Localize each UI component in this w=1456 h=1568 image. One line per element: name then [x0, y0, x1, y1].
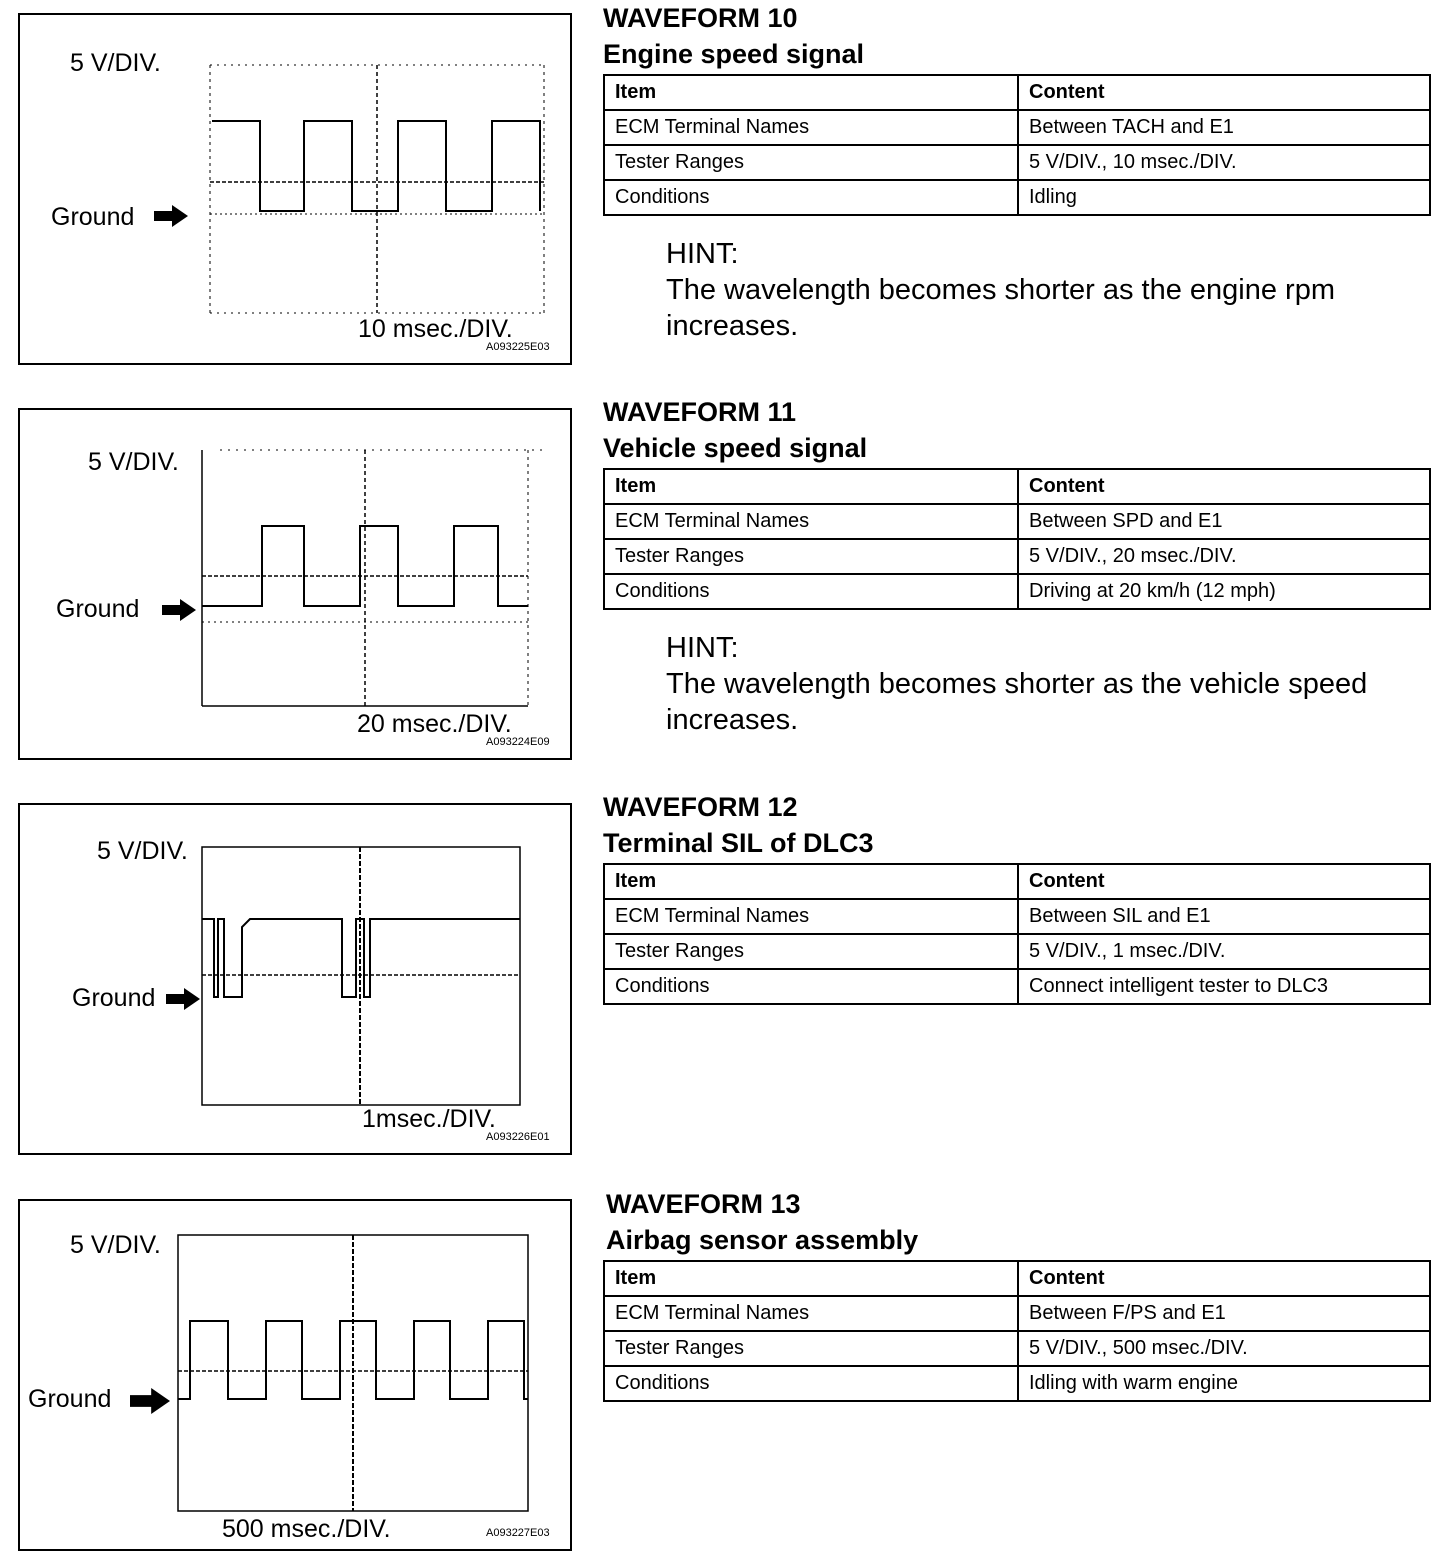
waveform-heading: WAVEFORM 11 [603, 397, 797, 427]
ground-label: Ground [56, 595, 140, 623]
volts-per-div-label: 5 V/DIV. [97, 837, 188, 865]
spec-table [603, 468, 1431, 610]
table-row [604, 110, 1430, 145]
waveform-heading: WAVEFORM 12 [603, 792, 798, 822]
table-row [604, 934, 1430, 969]
waveform-12-info [603, 789, 1431, 1005]
figure-code: A093225E03 [486, 341, 550, 353]
table-row [604, 504, 1430, 539]
row-item: Tester Ranges [604, 539, 1018, 574]
row-content: Between F/PS and E1 [1018, 1296, 1430, 1331]
row-content: 5 V/DIV., 1 msec./DIV. [1018, 934, 1430, 969]
waveform-10-trace [212, 121, 540, 211]
waveform-10-info [603, 0, 1431, 344]
col-item-header: Item [604, 75, 1018, 110]
row-item: Conditions [604, 1366, 1018, 1401]
time-per-div-label: 1msec./DIV. [362, 1105, 496, 1133]
waveform-12-trace [202, 919, 520, 997]
right-arrow-icon [130, 1388, 170, 1414]
spec-table [603, 74, 1431, 216]
waveform-13-figure [18, 1199, 572, 1551]
table-row [604, 539, 1430, 574]
row-content: Between TACH and E1 [1018, 110, 1430, 145]
col-content-header: Content [1018, 75, 1430, 110]
col-item-header: Item [604, 469, 1018, 504]
time-per-div-label: 500 msec./DIV. [222, 1515, 391, 1543]
col-item-header: Item [604, 1261, 1018, 1296]
ground-label: Ground [28, 1385, 112, 1413]
row-content: 5 V/DIV., 500 msec./DIV. [1018, 1331, 1430, 1366]
table-header-row [604, 1261, 1430, 1296]
table-row [604, 574, 1430, 609]
hint [666, 630, 1431, 738]
ground-label: Ground [51, 203, 135, 231]
waveform-subtitle: Airbag sensor assembly [606, 1225, 919, 1255]
waveform-subtitle: Terminal SIL of DLC3 [603, 828, 874, 858]
col-content-header: Content [1018, 1261, 1430, 1296]
spec-table [603, 863, 1431, 1005]
waveform-heading: WAVEFORM 13 [606, 1189, 801, 1219]
row-content: Between SIL and E1 [1018, 899, 1430, 934]
hint [666, 236, 1431, 344]
row-content: 5 V/DIV., 10 msec./DIV. [1018, 145, 1430, 180]
table-header-row [604, 864, 1430, 899]
row-content: Idling [1018, 180, 1430, 215]
row-item: ECM Terminal Names [604, 110, 1018, 145]
waveform-12-figure [18, 803, 572, 1155]
waveform-11-info [603, 394, 1431, 738]
table-row [604, 899, 1430, 934]
volts-per-div-label: 5 V/DIV. [88, 448, 179, 476]
col-content-header: Content [1018, 864, 1430, 899]
table-row [604, 145, 1430, 180]
row-item: ECM Terminal Names [604, 504, 1018, 539]
figure-code: A093226E01 [486, 1131, 550, 1143]
row-item: ECM Terminal Names [604, 1296, 1018, 1331]
col-item-header: Item [604, 864, 1018, 899]
hint-text: The wavelength becomes shorter as the vehicle speed increases. [666, 668, 1368, 736]
row-content: Idling with warm engine [1018, 1366, 1430, 1401]
row-content: Connect intelligent tester to DLC3 [1018, 969, 1430, 1004]
hint-label: HINT: [666, 632, 739, 664]
waveform-10-figure [18, 13, 572, 365]
hint-text: The wavelength becomes shorter as the engine rpm increases. [666, 274, 1335, 342]
waveform-subtitle: Engine speed signal [603, 39, 865, 69]
row-item: Tester Ranges [604, 934, 1018, 969]
row-item: Conditions [604, 969, 1018, 1004]
row-item: Conditions [604, 574, 1018, 609]
row-content: Between SPD and E1 [1018, 504, 1430, 539]
figure-code: A093227E03 [486, 1527, 550, 1539]
waveform-13-trace [178, 1321, 528, 1399]
volts-per-div-label: 5 V/DIV. [70, 1231, 161, 1259]
right-arrow-icon [166, 988, 200, 1010]
table-row [604, 1331, 1430, 1366]
row-item: Tester Ranges [604, 145, 1018, 180]
hint-label: HINT: [666, 238, 739, 270]
col-content-header: Content [1018, 469, 1430, 504]
time-per-div-label: 20 msec./DIV. [357, 710, 512, 738]
row-item: Tester Ranges [604, 1331, 1018, 1366]
ground-label: Ground [72, 984, 156, 1012]
volts-per-div-label: 5 V/DIV. [70, 49, 161, 77]
row-item: ECM Terminal Names [604, 899, 1018, 934]
row-item: Conditions [604, 180, 1018, 215]
row-content: 5 V/DIV., 20 msec./DIV. [1018, 539, 1430, 574]
table-row [604, 1296, 1430, 1331]
waveform-subtitle: Vehicle speed signal [603, 433, 868, 463]
right-arrow-icon [154, 205, 188, 227]
spec-table [603, 1260, 1431, 1402]
time-per-div-label: 10 msec./DIV. [358, 315, 513, 343]
figure-code: A093224E09 [486, 736, 550, 748]
table-row [604, 180, 1430, 215]
row-content: Driving at 20 km/h (12 mph) [1018, 574, 1430, 609]
table-row [604, 969, 1430, 1004]
table-header-row [604, 75, 1430, 110]
table-header-row [604, 469, 1430, 504]
waveform-11-figure [18, 408, 572, 760]
waveform-heading: WAVEFORM 10 [603, 3, 798, 33]
right-arrow-icon [162, 599, 196, 621]
waveform-13-info [606, 1186, 1434, 1402]
table-row [604, 1366, 1430, 1401]
